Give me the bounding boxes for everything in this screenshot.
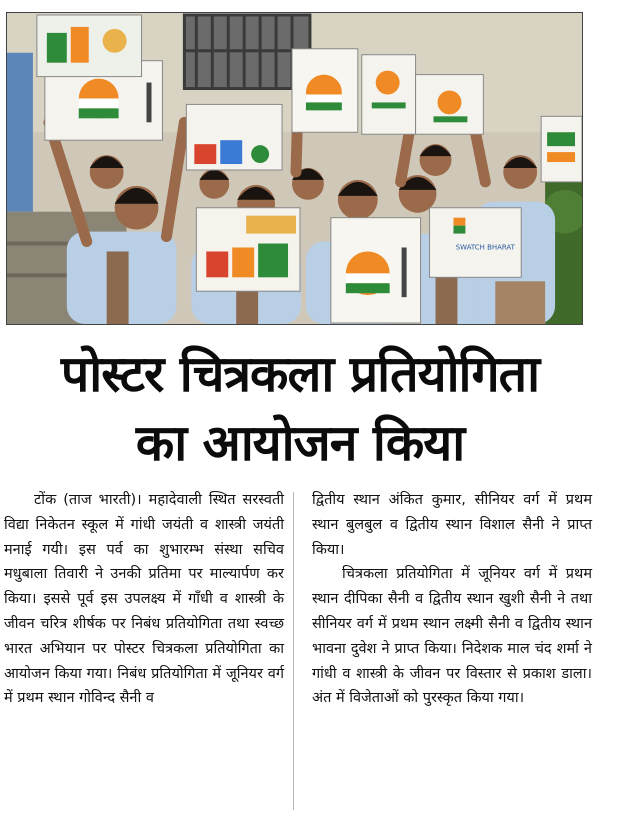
- students-holding-posters-photo: [7, 13, 582, 324]
- article-column-1: [4, 488, 284, 814]
- news-photo: [6, 12, 583, 325]
- window-grill: [184, 15, 310, 89]
- poster-4: [292, 49, 358, 132]
- poster-10: [430, 208, 522, 278]
- poster-7: [541, 116, 582, 182]
- poster-3: [186, 104, 282, 170]
- headline-line-1: पोस्टर चित्रकला प्रतियोगिता: [60, 345, 540, 403]
- poster-9: [331, 218, 421, 323]
- article-body: [4, 488, 592, 814]
- poster-5: [362, 55, 416, 134]
- article-paragraph: द्वितीय स्थान अंकित कुमार, सीनियर वर्ग में प्रथम स्थान बुलबुल व द्वितीय स्थान विशाल सैनी ने प्राप्त किया।: [312, 492, 592, 558]
- poster-text: SWATCH BHARAT: [455, 243, 515, 252]
- poster-2: [37, 15, 142, 77]
- article-paragraph: चित्रकला प्रतियोगिता में जूनियर वर्ग में प्रथम स्थान दीपिका सैनी व द्वितीय स्थान खुशी सैनी ने तथा सीनियर वर्ग में प्रथम स्थान लक्ष्मी सैनी व द्वितीय स्थान भावना दुवेश ने प्राप्त किया। निदेशक माल चंद शर्मा ने गांधी व शास्त्री के जीवन पर विस्तार से प्रकाश डाला। अंत में विजेताओं को पुरस्कृत किया गया।: [312, 566, 592, 707]
- poster-8: [196, 208, 300, 291]
- article-column-2: [312, 488, 592, 814]
- poster-6: [416, 75, 484, 135]
- headline-line-2: का आयोजन किया: [135, 414, 465, 472]
- article-paragraph: टोंक (ताज भारती)। महादेवाली स्थित सरस्वती विद्या निकेतन स्कूल में गांधी जयंती व शास्त्री जयंती मनाई गयी। इस पर्व का शुभारम्भ संस्था सचिव मधुबाला तिवारी ने उनकी प्रतिमा पर माल्यार्पण कर किया। इससे पूर्व इस उपलक्ष्य में गाँधी व शास्त्री के जीवन चरित्र शीर्षक पर निबंध प्रतियोगिता तथा स्वच्छ भारत अभियान पर पोस्टर चित्रकला प्रतियोगिता का आयोजन किया गया। निबंध प्रतियोगिता में जूनियर वर्ग में प्रथम स्थान गोविन्द सैनी व: [4, 492, 284, 707]
